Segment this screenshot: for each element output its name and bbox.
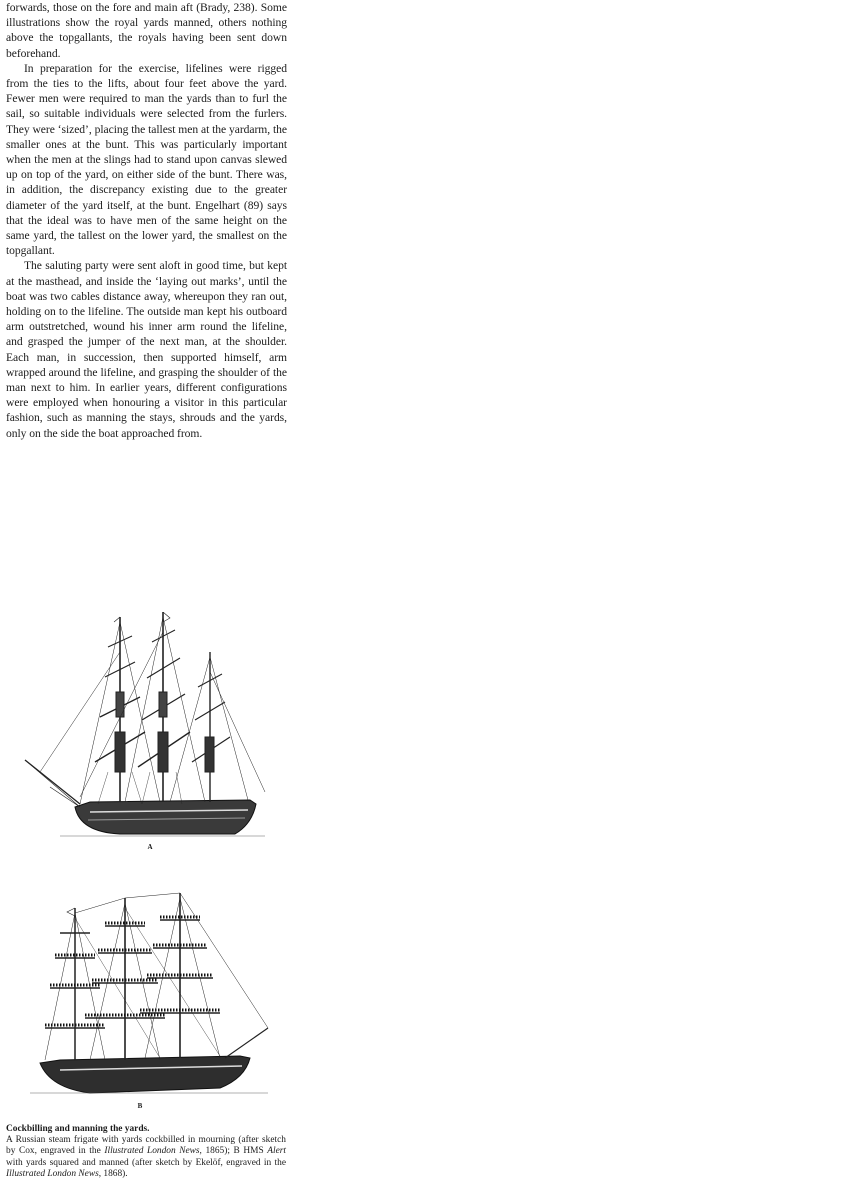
caption-part-4: , 1868).	[98, 1168, 128, 1179]
caption-ship-name: Alert	[267, 1146, 286, 1157]
figure-a-label: A	[147, 843, 153, 851]
caption-part-3: with yards squared and manned (after sketch by Ekelöf, engraved in the	[6, 1157, 286, 1168]
figure-a-cockbilled-frigate-illustration	[20, 612, 270, 844]
frigate-b-drawing	[20, 888, 270, 1100]
paragraph-2: In preparation for the exercise, lifelines were rigged from the ties to the lifts, about four feet above the yard. Fewer men were required to man the yards than to furl the sail, so suitable individuals were selected from the furlers. They were ‘sized’, placing the tallest men at the yardarm, the smaller ones at the bunt. This was particularly important when the men at the slings had to stand upon canvas slewed up on top of the yard, on either side of the bunt. There was, in addition, the discrepancy existing due to the greater diameter of the yard itself, at the bunt. Engelhart (89) says that the ideal was to have men of the same height on the same yard, the tallest on the lower yard, the smallest on the topgallant.	[6, 61, 287, 258]
frigate-a-drawing	[20, 612, 270, 844]
caption-part-2: , 1865); B HMS	[199, 1146, 268, 1157]
caption-publication-2: Illustrated London News	[6, 1168, 99, 1179]
paragraph-1: forwards, those on the fore and main aft (Brady, 238). Some illustrations show the royal yards manned, others nothing above the topgallants, the royals having been sent down beforehand.	[6, 1, 287, 60]
figure-caption	[6, 1124, 286, 1180]
caption-part-1: A Russian steam frigate with yards cockbilled in mourning (after sketch by Cox, engraved in the	[6, 1135, 286, 1157]
body-text-column	[6, 0, 287, 441]
caption-publication-1: Illustrated London News	[104, 1146, 200, 1157]
figure-b-hms-alert-illustration	[20, 888, 270, 1100]
caption-title: Cockbilling and manning the yards.	[6, 1124, 150, 1134]
paragraph-3: The saluting party were sent aloft in good time, but kept at the masthead, and inside the ‘laying out marks’, until the boat was two cables distance away, whereupon they ran out, holding on to the lifeline. The outside man kept his outboard arm outstretched, wound his inner arm round the lifeline, and grasped the jumper of the next man, at the shoulder. Each man, in succession, then supported himself, arm wrapped around the lifeline, and grasping the shoulder of the man next to him. In earlier years, different configurations were employed when honouring a visitor in this particular fashion, such as manning the stays, shrouds and the yards, only on the side the boat approached from.	[6, 259, 287, 440]
figure-b-label: B	[137, 1102, 143, 1110]
